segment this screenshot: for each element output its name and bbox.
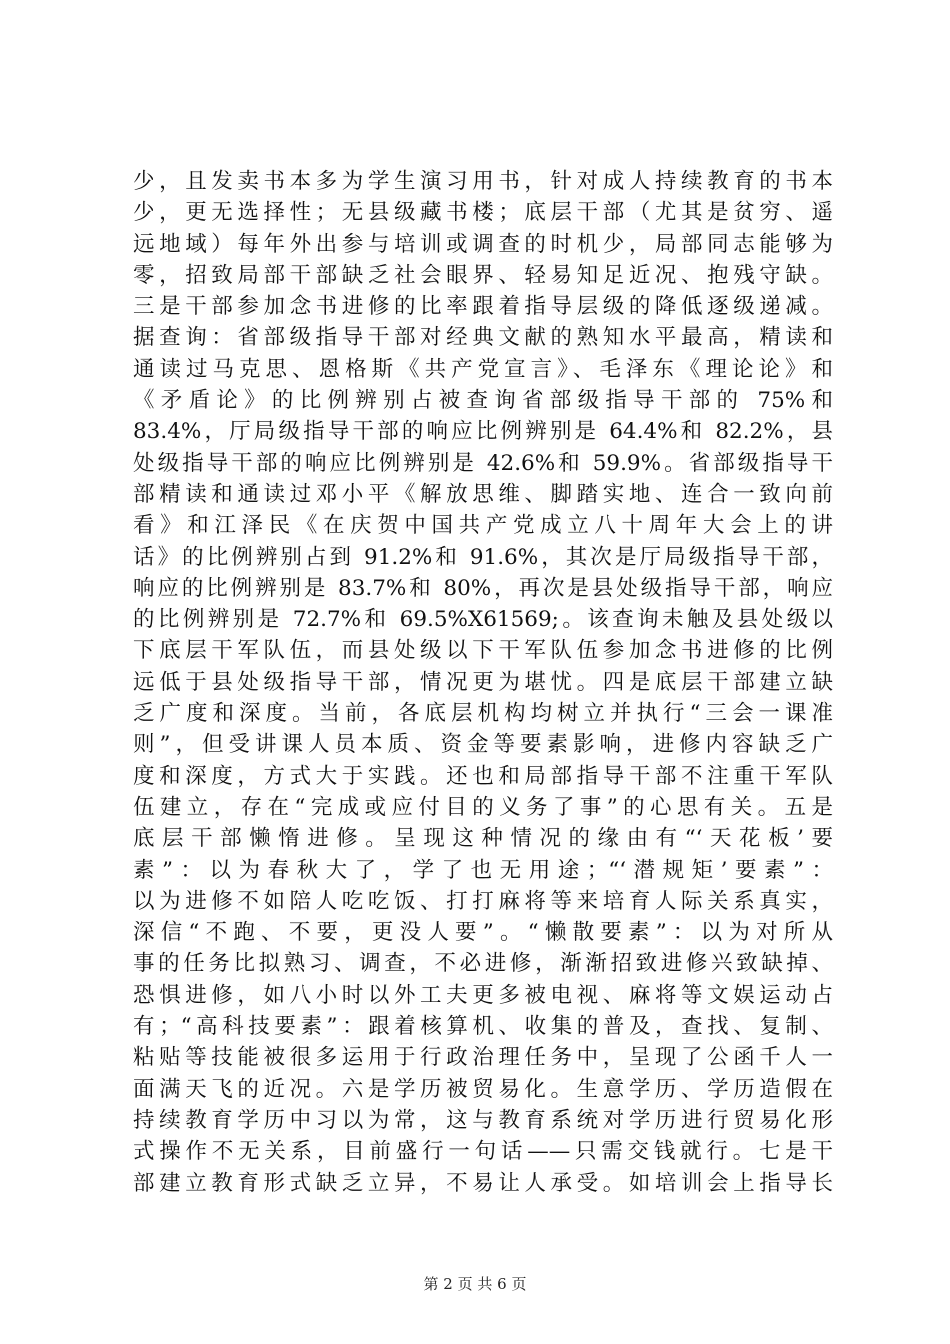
text-line: 则”，但受讲课人员本质、资金等要素影响，进修内容缺乏广 xyxy=(133,732,833,758)
text-line: 素”：以为春秋大了，学了也无用途；“‘潜规矩’要素”： xyxy=(133,857,833,883)
text-line: 粘贴等技能被很多运用于行政治理任务中，呈现了公函千人一 xyxy=(133,1045,833,1071)
text-line: 《矛盾论》的比例辨别占被查询省部级指导干部的 75%和 xyxy=(133,388,833,414)
text-line: 据查询：省部级指导干部对经典文献的熟知水平最高，精读和 xyxy=(133,325,833,351)
text-line: 少，更无选择性；无县级藏书楼；底层干部（尤其是贫穷、遥 xyxy=(133,200,833,226)
text-line: 有；“高科技要素”：跟着核算机、收集的普及，查找、复制、 xyxy=(133,1014,833,1040)
text-line: 响应的比例辨别是 83.7%和 80%，再次是县处级指导干部，响应 xyxy=(133,575,833,601)
text-line: 的比例辨别是 72.7%和 69.5%X61569;。该查询未触及县处级以 xyxy=(133,607,833,633)
text-line: 三是干部参加念书进修的比率跟着指导层级的降低逐级递减。 xyxy=(133,294,833,320)
text-line: 以为进修不如陪人吃吃饭、打打麻将等来培育人际关系真实， xyxy=(133,888,833,914)
text-line: 下底层干军队伍，而县处级以下干军队伍参加念书进修的比例 xyxy=(133,638,833,664)
text-line: 处级指导干部的响应比例辨别是 42.6%和 59.9%。省部级指导干 xyxy=(133,450,833,476)
text-line: 远地域）每年外出参与培训或调查的时机少，局部同志能够为 xyxy=(133,231,833,257)
text-line: 少，且发卖书本多为学生演习用书，针对成人持续教育的书本 xyxy=(133,169,833,194)
text-line: 部建立教育形式缺乏立异，不易让人承受。如培训会上指导长 xyxy=(133,1170,833,1196)
body-text xyxy=(133,166,833,1199)
text-line: 深信“不跑、不要，更没人要”。“懒散要素”：以为对所从 xyxy=(133,920,833,946)
text-line: 83.4%，厅局级指导干部的响应比例辨别是 64.4%和 82.2%，县 xyxy=(133,419,833,445)
page-footer: 第 2 页 共 6 页 xyxy=(423,1275,527,1293)
text-line: 话》的比例辨别占到 91.2%和 91.6%，其次是厅局级指导干部， xyxy=(133,544,833,570)
text-line: 式操作不无关系，目前盛行一句话——只需交钱就行。七是干 xyxy=(133,1139,833,1165)
text-line: 看》和江泽民《在庆贺中国共产党成立八十周年大会上的讲 xyxy=(133,513,833,539)
text-line: 事的任务比拟熟习、调查，不必进修，渐渐招致进修兴致缺掉、 xyxy=(133,951,833,977)
text-line: 恐惧进修，如八小时以外工夫更多被电视、麻将等文娱运动占 xyxy=(133,982,833,1008)
text-line: 面满天飞的近况。六是学历被贸易化。生意学历、学历造假在 xyxy=(133,1076,833,1102)
text-line: 持续教育学历中习以为常，这与教育系统对学历进行贸易化形 xyxy=(133,1107,833,1133)
text-line: 伍建立，存在“完成或应付目的义务了事”的心思有关。五是 xyxy=(133,794,833,820)
text-line: 度和深度，方式大于实践。还也和局部指导干部不注重干军队 xyxy=(133,763,833,789)
text-line: 远低于县处级指导干部，情况更为堪忧。四是底层干部建立缺 xyxy=(133,669,833,695)
text-line: 通读过马克思、恩格斯《共产党宣言》、毛泽东《理论论》和 xyxy=(133,356,833,382)
text-line: 乏广度和深度。当前，各底层机构均树立并执行“三会一课准 xyxy=(133,701,833,727)
text-line: 底层干部懒惰进修。呈现这种情况的缘由有“‘天花板’要 xyxy=(133,826,833,852)
text-line: 部精读和通读过邓小平《解放思维、脚踏实地、连合一致向前 xyxy=(133,481,833,507)
text-line: 零，招致局部干部缺乏社会眼界、轻易知足近况、抱残守缺。 xyxy=(133,262,833,288)
